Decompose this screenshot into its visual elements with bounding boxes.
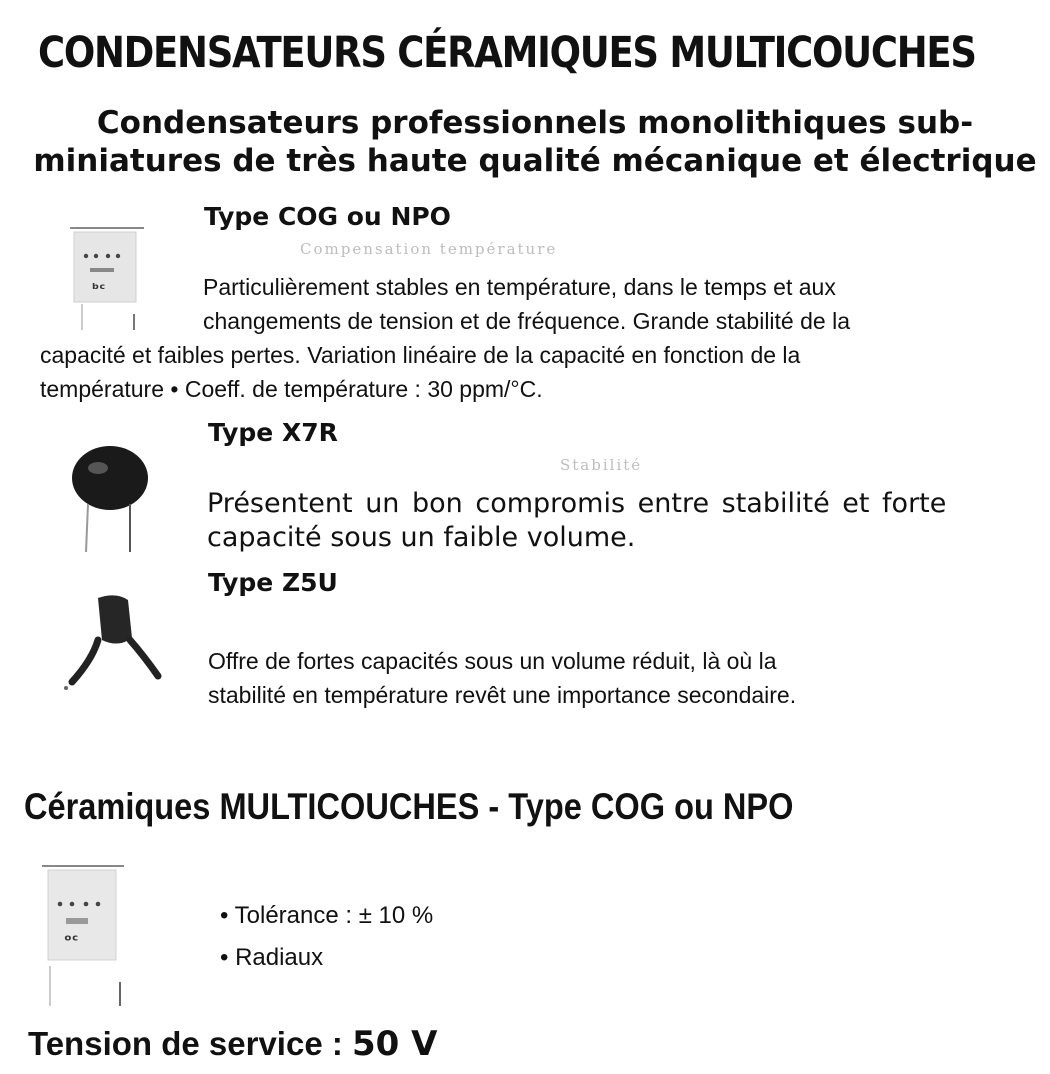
- subtitle-line-2: miniatures de très haute qualité mécanique et électrique: [33, 143, 1037, 179]
- type-z5u-desc-line-1: Offre de fortes capacités sous un volume réduit, là où la: [208, 648, 777, 674]
- type-cog-desc-line-4: température • Coeff. de température : 30 ppm/°C.: [40, 376, 543, 402]
- tension-label: Tension de service :: [28, 1025, 353, 1062]
- type-cog-faint-caption: Compensation température: [300, 240, 558, 258]
- type-cog-desc-line-1: Particulièrement stables en température, dans le temps et aux: [203, 274, 836, 300]
- tension-value: 50 V: [352, 1024, 438, 1064]
- type-cog-desc-line-3: capacité et faibles pertes. Variation linéaire de la capacité en fonction de la: [40, 342, 801, 368]
- section2-title: Céramiques MULTICOUCHES - Type COG ou NPO: [24, 786, 794, 827]
- type-x7r-faint-caption: Stabilité: [560, 456, 643, 474]
- type-z5u-desc-line-2: stabilité en température revêt une importance secondaire.: [208, 682, 797, 708]
- type-z5u-description: [208, 644, 1038, 712]
- type-cog-description: [40, 270, 1040, 406]
- capacitor-z5u-icon: [58, 590, 168, 696]
- page-subtitle: [20, 104, 1050, 180]
- svg-text:ᵇᶜ: ᵇᶜ: [92, 280, 106, 298]
- capacitor-x7r-icon: [68, 442, 158, 556]
- type-x7r-desc-line-2: capacité sous un faible volume.: [207, 522, 636, 553]
- type-x7r-heading: Type X7R: [208, 418, 338, 447]
- type-cog-heading: Type COG ou NPO: [204, 202, 451, 231]
- capacitor-cog-icon: [36, 858, 132, 1010]
- type-x7r-description: [207, 487, 1047, 555]
- bullet-radiaux: • Radiaux: [220, 944, 324, 971]
- type-cog-desc-line-2: changements de tension et de fréquence. Grande stabilité de la: [203, 308, 850, 334]
- type-z5u-heading: Type Z5U: [208, 568, 338, 597]
- type-x7r-desc-line-1: Présentent un bon compromis entre stabilité et forte: [207, 488, 947, 519]
- bullet-tolerance: • Tolérance : ± 10 %: [220, 902, 434, 929]
- svg-text:ᵒᶜ: ᵒᶜ: [64, 931, 79, 950]
- page-title: CONDENSATEURS CÉRAMIQUES MULTICOUCHES: [38, 28, 976, 78]
- tension-line: [28, 1024, 437, 1064]
- subtitle-line-1: Condensateurs professionnels monolithiques sub-: [96, 105, 974, 141]
